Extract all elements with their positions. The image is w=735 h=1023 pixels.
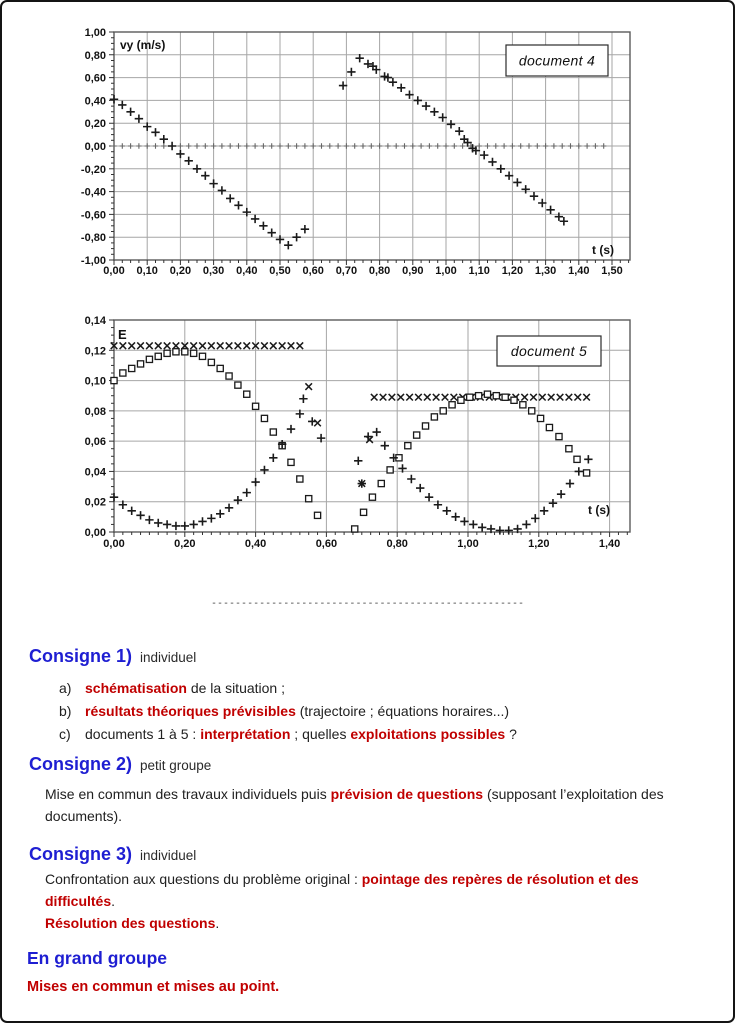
consigne-1-item-a bbox=[59, 680, 285, 696]
svg-text:0,10: 0,10 bbox=[84, 375, 106, 388]
svg-text:0,80: 0,80 bbox=[84, 49, 106, 62]
consigne-1-mode: individuel bbox=[140, 650, 197, 665]
svg-text:1,00: 1,00 bbox=[457, 538, 479, 550]
grand-groupe-heading: En grand groupe bbox=[27, 948, 167, 968]
svg-text:0,90: 0,90 bbox=[402, 265, 424, 277]
item-c-keyword-2: exploitations possibles bbox=[350, 726, 506, 742]
svg-text:0,80: 0,80 bbox=[368, 265, 391, 277]
y-axis-label: vy (m/s) bbox=[120, 38, 166, 52]
charts-canvas bbox=[2, 2, 735, 577]
title-box-document-4 bbox=[506, 45, 608, 76]
consigne-2-text-1: Mise en commun des travaux individuels puis bbox=[45, 786, 331, 802]
item-c-label: c) bbox=[59, 726, 71, 742]
x-axis-label: t (s) bbox=[588, 503, 610, 517]
separator-dashes: ---------------------------------------------------- bbox=[210, 598, 525, 609]
consigne-2-keyword: prévision de questions bbox=[330, 786, 484, 802]
svg-text:1,20: 1,20 bbox=[501, 265, 524, 277]
svg-text:1,50: 1,50 bbox=[601, 265, 623, 277]
consigne-3-keyword-1: pointage des repères de résolution et des difficultés bbox=[45, 871, 639, 909]
consigne-3-text-1: Confrontation aux questions du problème original : bbox=[45, 871, 362, 887]
consigne-2-text-2: (supposant l’exploitation des documents). bbox=[45, 786, 664, 824]
svg-text:0,06: 0,06 bbox=[84, 436, 106, 449]
svg-text:0,40: 0,40 bbox=[84, 95, 106, 108]
consigne-1-item-b bbox=[59, 703, 509, 719]
svg-text:0,00: 0,00 bbox=[84, 141, 106, 153]
svg-text:0,00: 0,00 bbox=[103, 265, 125, 277]
consigne-2-title: Consigne 2) bbox=[29, 754, 133, 774]
svg-text:0,08: 0,08 bbox=[84, 405, 106, 418]
consigne-1-title: Consigne 1) bbox=[29, 646, 133, 666]
svg-text:-0,80: -0,80 bbox=[80, 232, 106, 245]
svg-text:document 4: document 4 bbox=[518, 52, 596, 69]
svg-text:1,30: 1,30 bbox=[534, 265, 557, 277]
item-b-text: (trajectoire ; équations horaires...) bbox=[295, 703, 510, 719]
consigne-3-body bbox=[45, 868, 705, 934]
svg-text:0,30: 0,30 bbox=[202, 265, 225, 277]
item-a-label: a) bbox=[59, 680, 72, 696]
svg-text:0,60: 0,60 bbox=[315, 538, 338, 550]
item-c-keyword-1: interprétation bbox=[200, 726, 291, 742]
svg-text:-0,60: -0,60 bbox=[80, 209, 106, 222]
svg-text:0,60: 0,60 bbox=[302, 265, 324, 277]
svg-text:0,04: 0,04 bbox=[84, 466, 106, 479]
svg-text:1,00: 1,00 bbox=[84, 27, 106, 39]
svg-text:0,00: 0,00 bbox=[103, 538, 125, 550]
chart-document-5 bbox=[85, 315, 630, 550]
svg-text:-1,00: -1,00 bbox=[80, 255, 106, 267]
chart-document-4 bbox=[81, 27, 630, 277]
consigne-3-text-3: . bbox=[215, 915, 220, 931]
svg-text:0,20: 0,20 bbox=[169, 265, 192, 277]
svg-text:0,12: 0,12 bbox=[84, 345, 106, 358]
consigne-3-keyword-2: Résolution des questions bbox=[45, 915, 216, 931]
consigne-3-title: Consigne 3) bbox=[29, 844, 133, 864]
svg-text:-0,20: -0,20 bbox=[80, 163, 106, 176]
y-axis-label: E bbox=[118, 327, 127, 342]
svg-text:0,20: 0,20 bbox=[174, 538, 196, 550]
consigne-1-item-c bbox=[59, 726, 517, 742]
svg-text:0,10: 0,10 bbox=[136, 265, 158, 277]
consigne-1-heading bbox=[29, 646, 196, 667]
consigne-2-body bbox=[45, 783, 697, 827]
consigne-2-mode: petit groupe bbox=[140, 758, 212, 773]
item-a-keyword: schématisation bbox=[85, 680, 187, 696]
item-c-text-3: ? bbox=[505, 726, 517, 742]
svg-text:0,40: 0,40 bbox=[236, 265, 258, 277]
svg-text:1,10: 1,10 bbox=[468, 265, 490, 277]
svg-text:0,00: 0,00 bbox=[84, 527, 106, 539]
x-axis-label: t (s) bbox=[592, 243, 614, 257]
svg-text:1,40: 1,40 bbox=[598, 538, 621, 550]
consigne-3-text-2: . bbox=[111, 893, 116, 909]
svg-text:-0,40: -0,40 bbox=[80, 186, 106, 199]
svg-text:document 5: document 5 bbox=[510, 343, 588, 359]
svg-text:1,00: 1,00 bbox=[435, 265, 457, 277]
item-b-label: b) bbox=[59, 703, 72, 719]
svg-text:0,50: 0,50 bbox=[269, 265, 291, 277]
consigne-2-heading bbox=[29, 754, 211, 775]
svg-text:0,70: 0,70 bbox=[335, 265, 358, 277]
svg-text:0,60: 0,60 bbox=[84, 72, 106, 85]
svg-text:0,40: 0,40 bbox=[244, 538, 267, 550]
svg-text:1,20: 1,20 bbox=[528, 538, 550, 550]
svg-text:0,14: 0,14 bbox=[84, 314, 106, 327]
item-b-keyword: résultats théoriques prévisibles bbox=[85, 703, 296, 719]
svg-text:0,02: 0,02 bbox=[84, 496, 106, 509]
title-box-document-5 bbox=[497, 336, 601, 366]
consigne-3-heading bbox=[29, 844, 196, 865]
svg-text:1,40: 1,40 bbox=[568, 265, 590, 277]
consigne-3-mode: individuel bbox=[140, 848, 197, 863]
grand-groupe-note: Mises en commun et mises au point. bbox=[27, 979, 280, 995]
svg-text:0,80: 0,80 bbox=[386, 538, 408, 550]
item-c-text-2: ; quelles bbox=[290, 726, 351, 742]
svg-text:0,20: 0,20 bbox=[84, 118, 106, 131]
item-c-text-1: documents 1 à 5 : bbox=[85, 726, 201, 742]
item-a-text: de la situation ; bbox=[186, 680, 285, 696]
